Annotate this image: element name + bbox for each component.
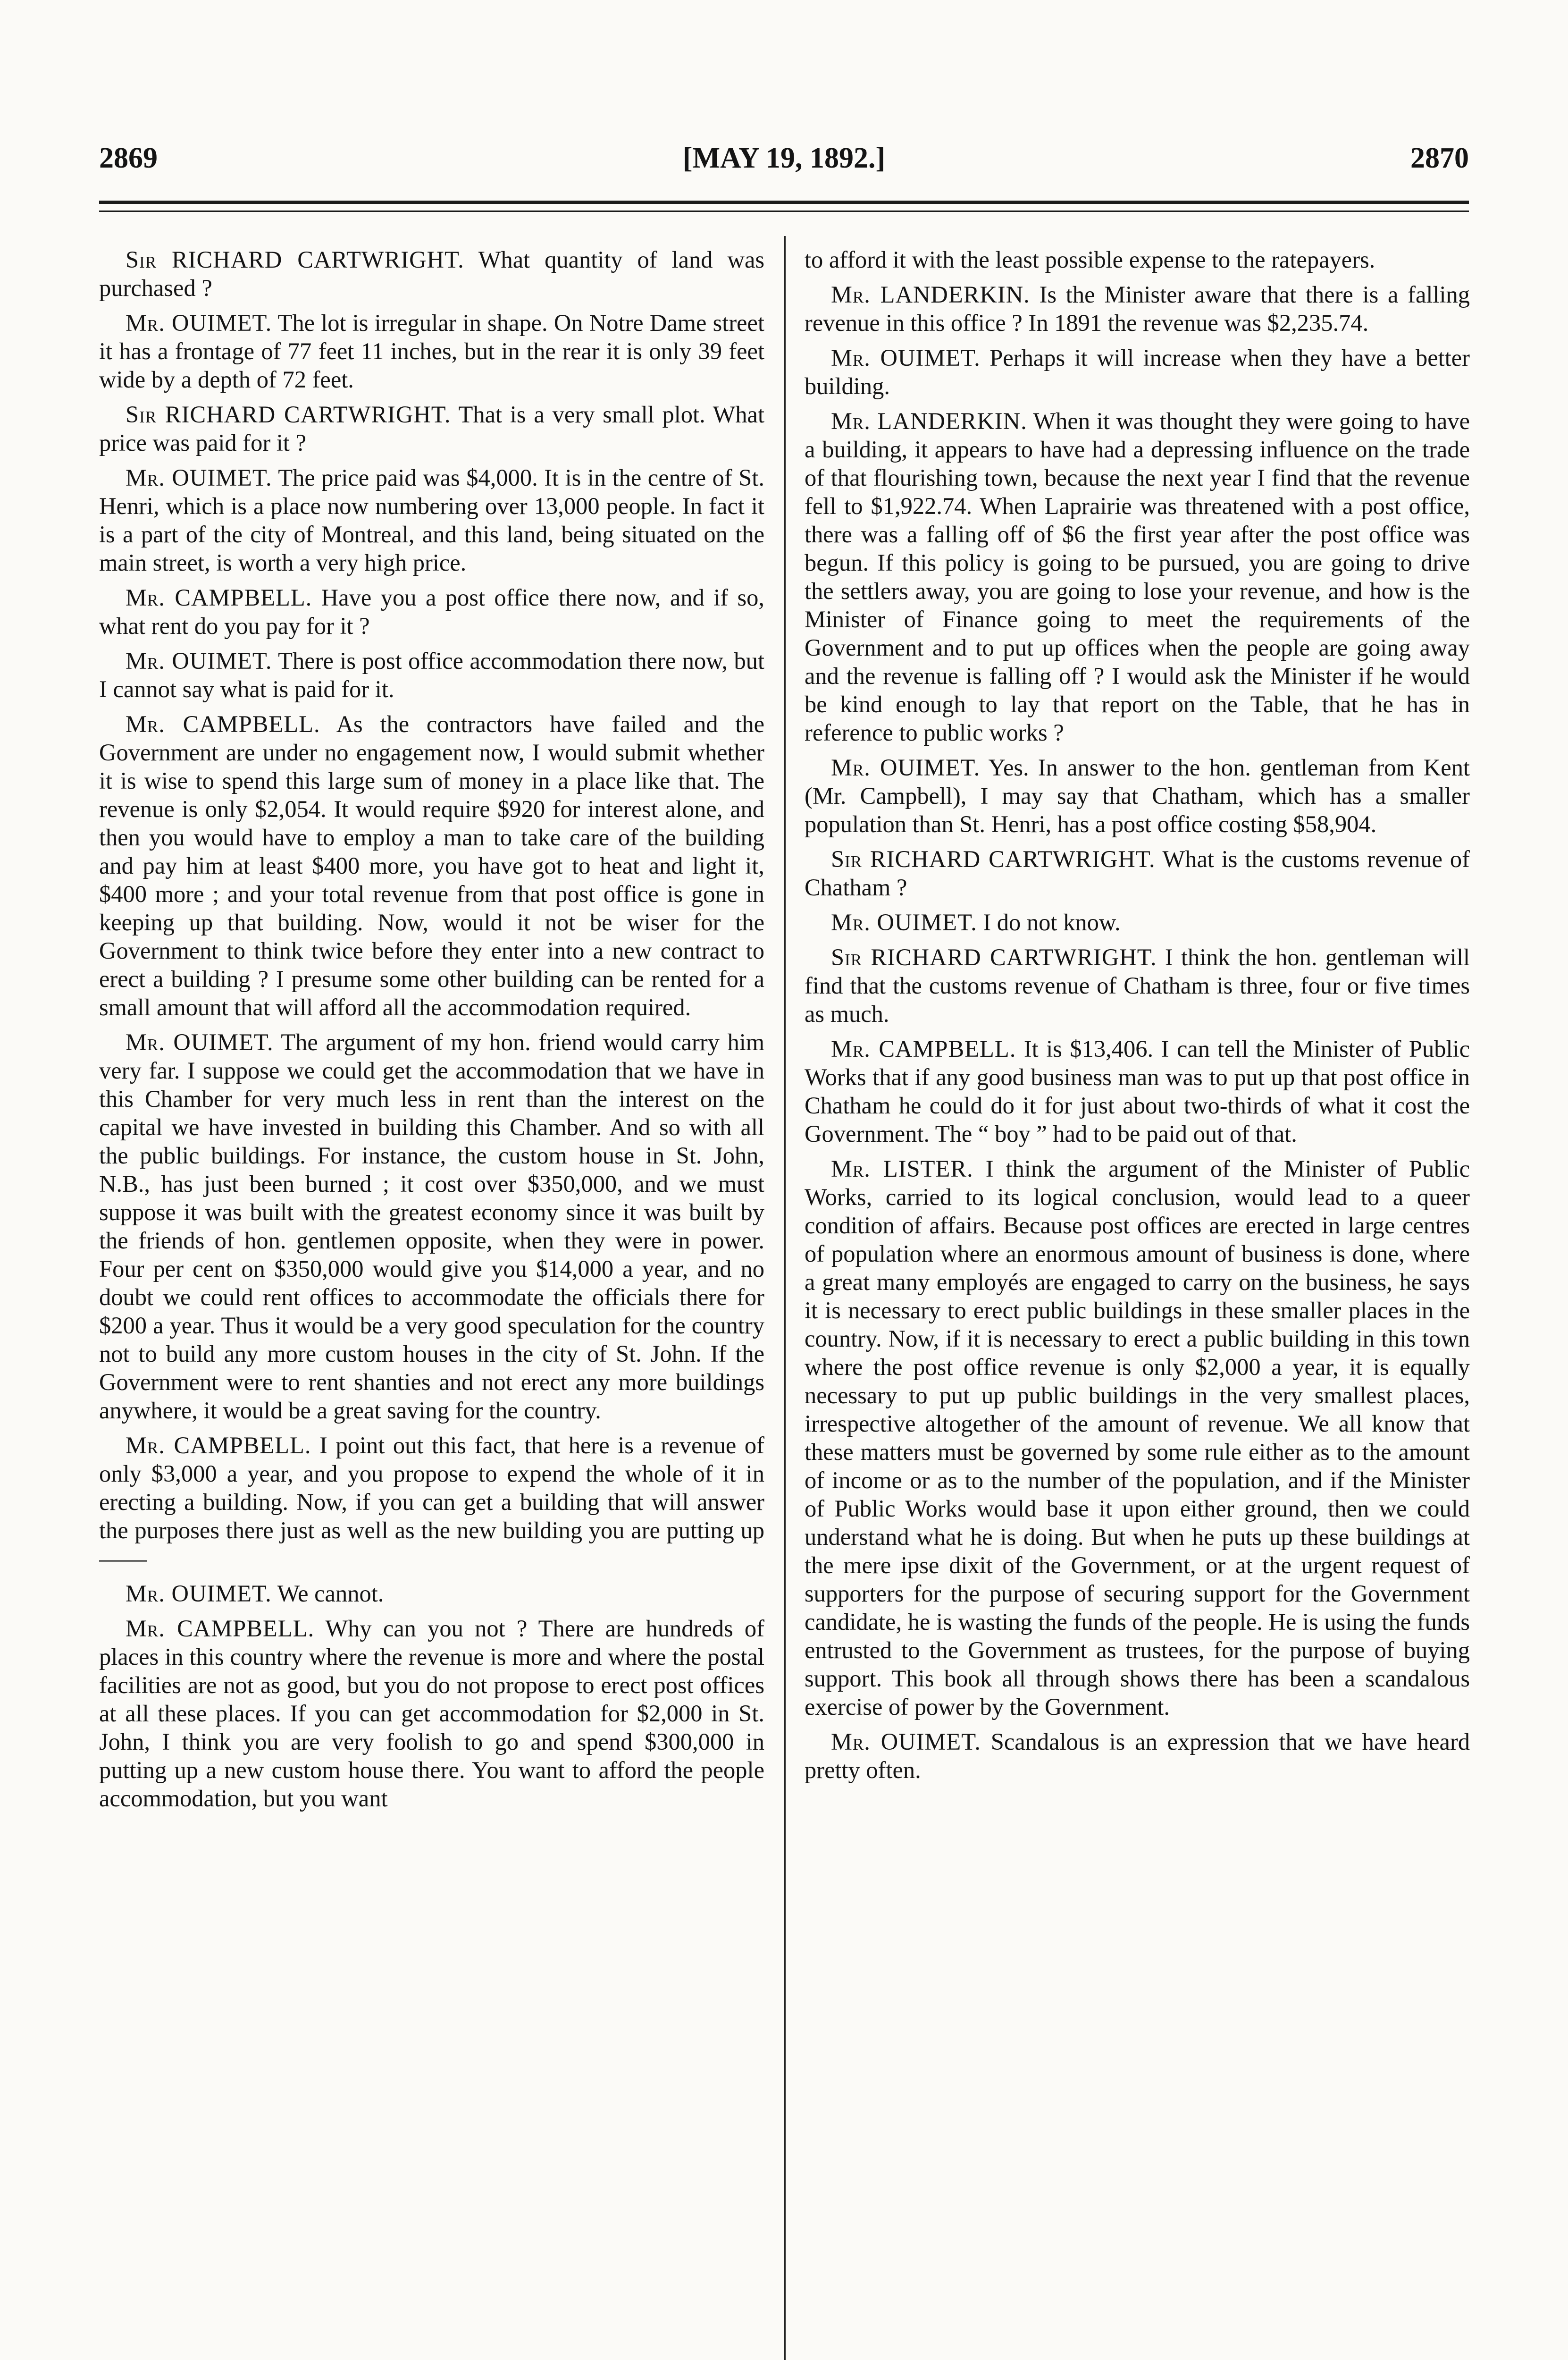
speech-text: The price paid was $4,000. It is in the centre of St. Henri, which is a place now numbering over 13,000 people. In fact it is a part of the city of Montreal, and this land, being situated on the main street, is worth a very high price. bbox=[99, 464, 764, 576]
speech-paragraph bbox=[99, 1431, 764, 1573]
speech-text: I point out this fact, that here is a revenue of only $3,000 a year, and you propose to expend the whole of it in erecting a building. Now, if you can get a building that will answer the purposes there just as well as the new building you are putting up—— bbox=[99, 1432, 764, 1572]
speech-paragraph bbox=[99, 647, 764, 703]
speech-text: Yes. In answer to the hon. gentleman from Kent (Mr. Campbell), I may say that Chatham, which has a smaller population than St. Henri, has a post office costing $58,904. bbox=[805, 754, 1470, 837]
speaker-name: Mr. OUIMET. bbox=[126, 1029, 274, 1055]
speech-paragraph bbox=[805, 245, 1470, 274]
speaker-name: Mr. OUIMET. bbox=[831, 754, 981, 781]
speech-paragraph bbox=[99, 245, 764, 302]
speech-paragraph bbox=[99, 710, 764, 1021]
speech-paragraph bbox=[805, 1155, 1470, 1721]
speech-text: That is a very small plot. What price was paid for it ? bbox=[99, 401, 764, 456]
speech-paragraph bbox=[99, 309, 764, 394]
speech-paragraph bbox=[805, 1035, 1470, 1148]
speaker-name: Mr. LANDERKIN. bbox=[831, 281, 1030, 308]
speech-text: Perhaps it will increase when they have a better building. bbox=[805, 345, 1470, 399]
page-date: [MAY 19, 1892.] bbox=[682, 142, 886, 174]
left-column bbox=[99, 245, 764, 2360]
speech-paragraph bbox=[805, 908, 1470, 936]
speech-text: There is post office accommodation there now, but I cannot say what is paid for it. bbox=[99, 648, 764, 702]
speech-text: Why can you not ? There are hundreds of places in this country where the revenue is more and where the postal facilities are not as good, but you do not propose to erect post offices at all these places. If you can get accommodation for $2,000 in St. John, I think you are very foolish to go and spend $300,000 in putting up a new custom house there. You want to afford the people accommodation, but you want bbox=[99, 1615, 764, 1812]
speech-paragraph bbox=[805, 1728, 1470, 1784]
speech-paragraph bbox=[805, 344, 1470, 400]
speech-text: Is the Minister aware that there is a falling revenue in this office ? In 1891 the revenue was $2,235.74. bbox=[805, 281, 1470, 336]
speaker-name: Mr. CAMPBELL. bbox=[831, 1036, 1016, 1062]
speaker-name: Mr. OUIMET. bbox=[831, 1728, 981, 1755]
speaker-name: Mr. CAMPBELL. bbox=[126, 584, 312, 611]
speaker-name: Mr. OUIMET. bbox=[831, 909, 977, 936]
speech-text: What is the customs revenue of Chatham ? bbox=[805, 846, 1470, 901]
speech-paragraph bbox=[99, 1614, 764, 1812]
speech-paragraph bbox=[805, 407, 1470, 747]
header-rule-thick bbox=[99, 201, 1469, 204]
speech-paragraph bbox=[805, 845, 1470, 902]
speaker-name: Mr. OUIMET. bbox=[126, 310, 272, 336]
speaker-name: Mr. OUIMET. bbox=[126, 1580, 272, 1607]
page-number-left: 2869 bbox=[99, 142, 158, 174]
speech-text: What quantity of land was purchased ? bbox=[99, 246, 764, 301]
speech-text: When it was thought they were going to have a building, it appears to have had a depressing influence on the trade of that flourishing town, because the next year I find that the revenue fell to $1,922.74. When Laprairie was threatened with a post office, there was a falling off of $6 the first year after the post office was begun. If this policy is going to be pursued, you are going to drive the settlers away, you are going to lose your revenue, and how is the Minister of Finance going to meet the requirements of the Government and to put up offices when the people are going away and the revenue is falling off ? I would ask the Minister if he would be kind enough to lay that report on the Table, that he has in reference to public works ? bbox=[805, 408, 1470, 746]
speaker-name: Mr. CAMPBELL. bbox=[126, 1615, 315, 1642]
speech-paragraph bbox=[805, 753, 1470, 838]
speech-text: I think the hon. gentleman will find that the customs revenue of Chatham is three, four or five times as much. bbox=[805, 944, 1470, 1027]
speech-text: It is $13,406. I can tell the Minister of Public Works that if any good business man was to put up that post office in Chatham he could do it for just about two-thirds of what it cost the Government. The “ boy ” had to be paid out of that. bbox=[805, 1036, 1470, 1147]
speech-paragraph bbox=[99, 400, 764, 457]
speech-paragraph bbox=[99, 1579, 764, 1608]
speaker-name: Mr. CAMPBELL. bbox=[126, 711, 320, 737]
speaker-name: Sir RICHARD CARTWRIGHT. bbox=[126, 246, 464, 273]
speech-text: As the contractors have failed and the Government are under no engagement now, I would submit whether it is wise to spend this large sum of money in a place like that. The revenue is only $2,054. It would require $920 for interest alone, and then you would have to employ a man to take care of the building and pay him at least $400 more, you have got to heat and light it, $400 more ; and your total revenue from that post office is gone in keeping up that building. Now, would it not be wiser for the Government to think twice before they enter into a new contract to erect a building ? I presume some other building can be rented for a small amount that will afford all the accommodation required. bbox=[99, 711, 764, 1020]
speech-text: Scandalous is an expression that we have heard pretty often. bbox=[805, 1728, 1470, 1783]
speech-text: I think the argument of the Minister of Public Works, carried to its logical conclusion, would lead to a queer condition of affairs. Because post offices are erected in large centres of population where an enormous amount of business is done, where a great many employés are engaged to carry on the business, he says it is necessary to erect public buildings in these smaller places in the country. Now, if it is necessary to erect a public building in this town where the post office revenue is only $2,000 a year, it is equally necessary to put up public buildings in the very smallest places, irrespective altogether of the amount of revenue. We all know that these matters must be governed by some rule either as to the amount of income or as to the number of the population, and if the Minister of Public Works would base it upon either ground, then we could understand what he is doing. But when he puts up these buildings at the mere ipse dixit of the Government, or at the urgent request of supporters for the purpose of securing support for the Government candidate, he is wasting the funds of the people. He is using the funds entrusted to the Government as trustees, for the purpose of buying support. This book all through shows there has been a scandalous exercise of power by the Government. bbox=[805, 1155, 1470, 1720]
speaker-name: Mr. CAMPBELL. bbox=[126, 1432, 311, 1458]
column-divider bbox=[784, 236, 786, 2360]
speech-text: to afford it with the least possible expense to the ratepayers. bbox=[805, 246, 1375, 273]
speech-text: We cannot. bbox=[277, 1580, 384, 1607]
speech-text: Have you a post office there now, and if so, what rent do you pay for it ? bbox=[99, 584, 764, 639]
page-header bbox=[99, 142, 1469, 179]
speech-paragraph bbox=[99, 583, 764, 640]
page-number-right: 2870 bbox=[1410, 142, 1469, 174]
speech-paragraph bbox=[99, 464, 764, 577]
speech-text: The argument of my hon. friend would carry him very far. I suppose we could get the accommodation that we have in this Chamber for very much less in rent than the interest on the capital we have invested in building this Chamber. And so with all the public buildings. For instance, the custom house in St. John, N.B., has just been burned ; it cost over $350,000, and we must suppose it was built with the greatest economy since it was built by the friends of hon. gentlemen opposite, when they were in power. Four per cent on $350,000 would give you $14,000 a year, and no doubt we could rent offices to accommodate the officials there for $200 a year. Thus it would be a very good speculation for the country not to build any more custom houses in the city of St. John. If the Government were to rent shanties and not erect any more buildings anywhere, it would be a great saving for the country. bbox=[99, 1029, 764, 1424]
speaker-name: Mr. OUIMET. bbox=[831, 345, 981, 371]
speaker-name: Sir RICHARD CARTWRIGHT. bbox=[831, 846, 1156, 872]
speaker-name: Mr. OUIMET. bbox=[126, 648, 272, 674]
speaker-name: Mr. OUIMET. bbox=[126, 464, 272, 491]
speaker-name: Mr. LANDERKIN. bbox=[831, 408, 1027, 434]
speaker-name: Mr. LISTER. bbox=[831, 1155, 973, 1182]
speaker-name: Sir RICHARD CARTWRIGHT. bbox=[126, 401, 451, 428]
speech-paragraph bbox=[99, 1028, 764, 1424]
speech-text: I do not know. bbox=[983, 909, 1121, 936]
speech-paragraph bbox=[805, 943, 1470, 1028]
right-column bbox=[805, 245, 1470, 2360]
speech-text: The lot is irregular in shape. On Notre Dame street it has a frontage of 77 feet 11 inches, but in the rear it is only 39 feet wide by a depth of 72 feet. bbox=[99, 310, 764, 393]
header-rule-thin bbox=[99, 211, 1469, 212]
speech-paragraph bbox=[805, 280, 1470, 337]
speaker-name: Sir RICHARD CARTWRIGHT. bbox=[831, 944, 1157, 970]
